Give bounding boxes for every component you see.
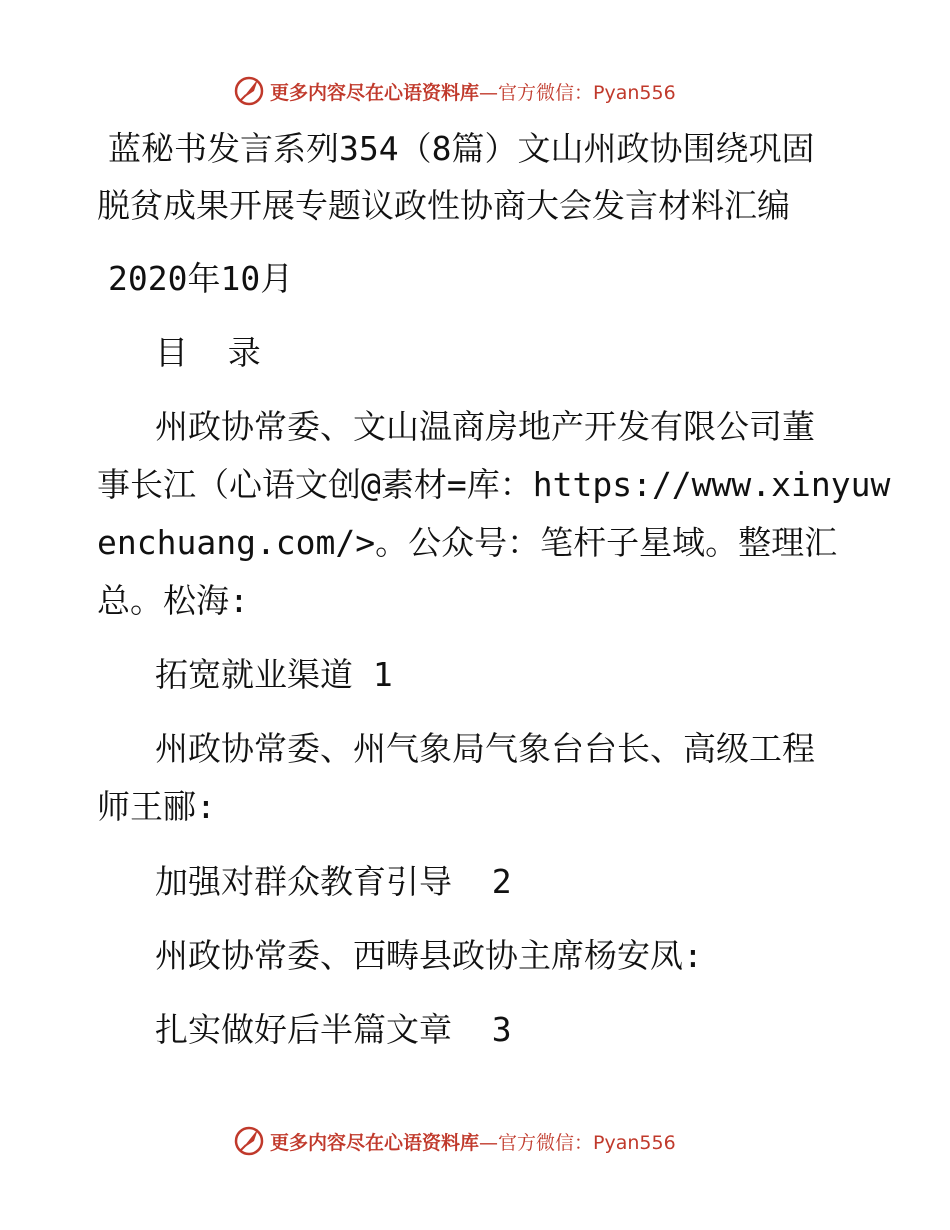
toc-entry-2-line-1: 州政协常委、州气象局气象台台长、高级工程 bbox=[155, 729, 815, 768]
toc-item-1: 拓宽就业渠道 1 bbox=[155, 655, 393, 694]
doc-date: 2020年10月 bbox=[108, 259, 294, 298]
quill-logo-icon bbox=[232, 1123, 266, 1157]
banner-wechat-id: Pyan556 bbox=[593, 1132, 676, 1154]
banner-text bbox=[270, 1128, 676, 1155]
toc-heading: 目 录 bbox=[155, 333, 261, 372]
banner-wechat-label: 官方微信： bbox=[498, 82, 594, 104]
banner-brand: 更多内容尽在心语资料库 bbox=[270, 1132, 480, 1154]
banner-brand: 更多内容尽在心语资料库 bbox=[270, 82, 480, 104]
doc-title-line-2: 脱贫成果开展专题议政性协商大会发言材料汇编 bbox=[97, 186, 790, 225]
header-banner bbox=[0, 70, 950, 110]
banner-wechat-label: 官方微信： bbox=[498, 1132, 594, 1154]
toc-entry-3-line-1: 州政协常委、西畴县政协主席杨安凤: bbox=[155, 936, 703, 975]
toc-entry-2-line-2: 师王郦: bbox=[97, 787, 216, 826]
quill-logo-icon bbox=[232, 73, 266, 107]
toc-entry-1-line-2: 事长江（心语文创@素材=库：https://www.xinyuw bbox=[97, 465, 891, 504]
doc-title-line-1: 蓝秘书发言系列354（8篇）文山州政协围绕巩固 bbox=[108, 129, 815, 168]
toc-entry-1-line-1: 州政协常委、文山温商房地产开发有限公司董 bbox=[155, 407, 815, 446]
banner-text bbox=[270, 78, 676, 105]
banner-wechat-id: Pyan556 bbox=[593, 82, 676, 104]
banner-dash: — bbox=[479, 1132, 499, 1154]
footer-banner bbox=[0, 1120, 950, 1160]
toc-entry-1-line-3: enchuang.com/>。公众号：笔杆子星域。整理汇 bbox=[97, 523, 838, 562]
banner-dash: — bbox=[479, 82, 499, 104]
toc-item-2: 加强对群众教育引导 2 bbox=[155, 862, 512, 901]
toc-item-3: 扎实做好后半篇文章 3 bbox=[155, 1010, 512, 1049]
toc-entry-1-line-4: 总。松海: bbox=[97, 581, 249, 620]
